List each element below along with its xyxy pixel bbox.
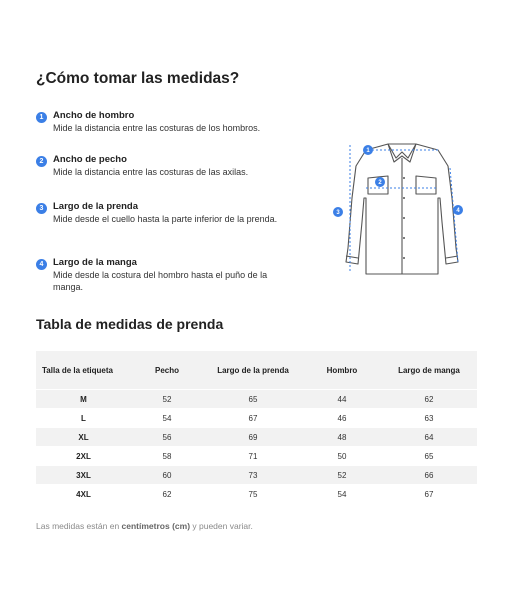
shoulder-cell: 52 — [303, 466, 381, 485]
shoulder-cell: 50 — [303, 447, 381, 466]
shoulder-cell: 48 — [303, 428, 381, 447]
chest-cell: 56 — [131, 428, 203, 447]
table-row — [36, 390, 477, 409]
shoulder-cell: 46 — [303, 409, 381, 428]
length-cell: 69 — [203, 428, 303, 447]
table-row — [36, 485, 477, 504]
table-row — [36, 409, 477, 428]
size-cell: 4XL — [36, 485, 131, 504]
step-title: Largo de la manga — [53, 257, 137, 268]
sleeve-cell: 64 — [381, 428, 477, 447]
sleeve-cell: 66 — [381, 466, 477, 485]
chest-cell: 62 — [131, 485, 203, 504]
size-chart-table — [36, 351, 477, 503]
step-description: Mide la distancia entre las costuras de los hombros. — [53, 123, 261, 133]
step-number-badge: 1 — [36, 112, 47, 123]
length-cell: 71 — [203, 447, 303, 466]
chest-cell: 52 — [131, 390, 203, 409]
header-shoulder: Hombro — [303, 351, 381, 390]
step-description: Mide desde el cuello hasta la parte inferior de la prenda. — [53, 214, 278, 224]
table-row — [36, 447, 477, 466]
step-title: Ancho de hombro — [53, 110, 135, 121]
chest-cell: 58 — [131, 447, 203, 466]
units-note — [36, 521, 253, 531]
length-cell: 67 — [203, 409, 303, 428]
sleeve-cell: 67 — [381, 485, 477, 504]
header-sleeve-length: Largo de manga — [381, 351, 477, 390]
shoulder-cell: 54 — [303, 485, 381, 504]
shoulder-cell: 44 — [303, 390, 381, 409]
length-cell: 73 — [203, 466, 303, 485]
step-title: Largo de la prenda — [53, 201, 138, 212]
button-marks — [403, 177, 405, 259]
size-cell: 2XL — [36, 447, 131, 466]
header-garment-length: Largo de la prenda — [203, 351, 303, 390]
chest-cell: 54 — [131, 409, 203, 428]
shirt-outline-icon — [346, 144, 458, 274]
size-cell: XL — [36, 428, 131, 447]
header-chest: Pecho — [131, 351, 203, 390]
step-number-badge: 3 — [36, 203, 47, 214]
sleeve-cell: 63 — [381, 409, 477, 428]
marker-3-label: 3 — [336, 210, 340, 217]
marker-4-label: 4 — [456, 208, 460, 215]
sleeve-cell: 65 — [381, 447, 477, 466]
size-cell: L — [36, 409, 131, 428]
step-description: Mide desde la costura del hombro hasta el puño de la manga. — [53, 270, 268, 292]
shirt-measurement-diagram — [330, 138, 470, 278]
sleeve-cell: 62 — [381, 390, 477, 409]
step-description: Mide la distancia entre las costuras de las axilas. — [53, 167, 249, 177]
step-title: Ancho de pecho — [53, 154, 127, 165]
table-title: Tabla de medidas de prenda — [36, 316, 224, 332]
marker-2-label: 2 — [378, 180, 382, 187]
table-header-row — [36, 351, 477, 390]
length-cell: 75 — [203, 485, 303, 504]
size-cell: 3XL — [36, 466, 131, 485]
step-number-badge: 4 — [36, 259, 47, 270]
size-cell: M — [36, 390, 131, 409]
note-unit: centímetros (cm) — [121, 521, 191, 531]
marker-1-label: 1 — [366, 148, 370, 155]
chest-cell: 60 — [131, 466, 203, 485]
guide-title: ¿Cómo tomar las medidas? — [36, 70, 240, 87]
note-suffix: y pueden variar. — [190, 521, 253, 531]
table-row — [36, 428, 477, 447]
table-row — [36, 466, 477, 485]
note-prefix: Las medidas están en — [36, 521, 122, 531]
length-cell: 65 — [203, 390, 303, 409]
header-size-label: Talla de la etiqueta — [36, 351, 131, 390]
step-number-badge: 2 — [36, 156, 47, 167]
